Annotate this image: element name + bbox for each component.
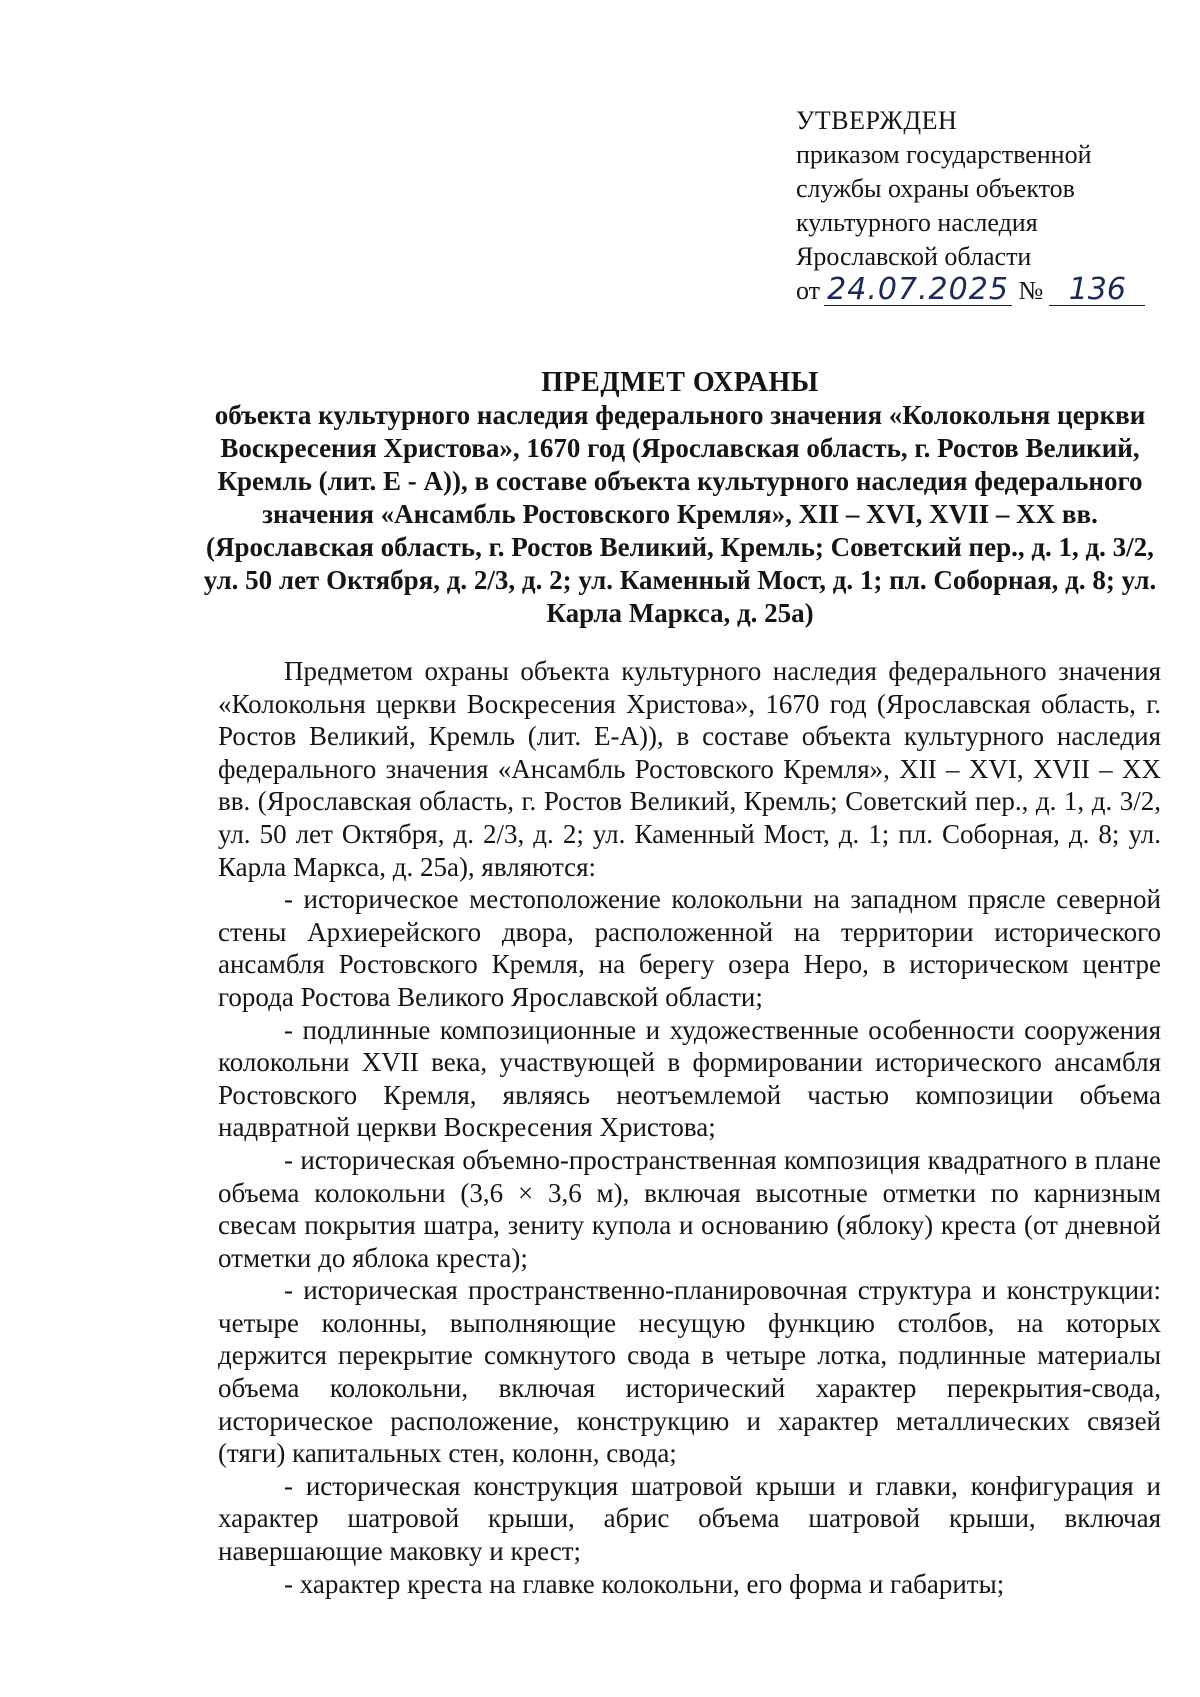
number-sign: № — [1018, 276, 1044, 305]
handwritten-date: 24.07.2025 — [824, 275, 1012, 306]
document-title: ПРЕДМЕТ ОХРАНЫ — [541, 367, 819, 398]
intro-paragraph: Предметом охраны объекта культурного наследия федерального значения «Колокольня церкви Воскресения Христова», 1670 год (Ярославская область, г. Ростов Великий, Кремль (лит. Е-А)), в составе объекта культурного наследия федерального значения «Ансамбль Ростовского Кремля», XII – XVI, XVII – XX вв. (Ярославская область, г. Ростов Великий, Кремль; Советский пер., д. 1, д. 3/2, ул. 50 лет Октября, д. 2/3, д. 2; ул. Каменный Мост, д. 1; пл. Соборная, д. 8; ул. Карла Маркса, д. 25а), являются: — [218, 656, 1161, 882]
date-prefix: от — [796, 276, 821, 305]
list-item: - характер креста на главке колокольни, его форма и габариты; — [284, 1568, 1005, 1599]
list-item: - историческая конструкция шатровой крыши и главки, конфигурация и характер шатровой крыши, абрис объема шатровой крыши, включая навершающие маковку и крест; — [218, 1470, 1161, 1567]
list-item: - подлинные композиционные и художественные особенности сооружения колокольни XVII века, участвующей в формировании исторического ансамбля Ростовского Кремля, являясь неотъемлемой частью композиции объема надвратной церкви Воскресения Христова; — [218, 1014, 1161, 1143]
list-item: - историческая объемно-пространственная композиция квадратного в плане объема колокольни (3,6 × 3,6 м), включая высотные отметки по карнизным свесам покрытия шатра, зениту купола и основанию (яблоку) креста (от дневной отметки до яблока креста); — [218, 1144, 1161, 1273]
handwritten-number: 136 — [1049, 275, 1145, 306]
approval-line-1: приказом государственной — [796, 140, 1092, 169]
list-item: - историческое местоположение колокольни на западном прясле северной стены Архиерейского двора, расположенной на территории исторического ансамбля Ростовского Кремля, на берегу озера Неро, в историческом центре города Ростова Великого Ярославской области; — [218, 884, 1161, 1012]
approval-line-2: службы охраны объектов — [796, 174, 1075, 203]
document-body — [218, 655, 1161, 1600]
approval-line-4: Ярославской области — [796, 242, 1032, 271]
approval-date-number-line — [796, 274, 1176, 308]
approval-line-3: культурного наследия — [796, 208, 1038, 237]
list-item: - историческая пространственно-планировочная структура и конструкции: четыре колонны, выполняющие несущую функцию столбов, на которых держится перекрытие сомкнутого свода в четыре лотка, подлинные материалы объема колокольни, включая исторический характер перекрытия-свода, историческое расположение, конструкцию и характер металлических связей (тяги) капитальных стен, колонн, свода; — [218, 1275, 1161, 1469]
document-subtitle: объекта культурного наследия федерального значения «Колокольня церкви Воскресения Христова», 1670 год (Ярославская область, г. Ростов Великий, Кремль (лит. Е - А)), в составе объекта культурного наследия федерального значения «Ансамбль Ростовского Кремля», XII – XVI, XVII – XX вв. (Ярославская область, г. Ростов Великий, Кремль; Советский пер., д. 1, д. 3/2, ул. 50 лет Октября, д. 2/3, д. 2; ул. Каменный Мост, д. 1; пл. Соборная, д. 8; ул. Карла Маркса, д. 25а) — [203, 400, 1157, 628]
approval-stamp-block — [796, 104, 1176, 308]
approval-heading: УТВЕРЖДЕН — [796, 106, 958, 135]
document-title-block — [200, 366, 1160, 630]
